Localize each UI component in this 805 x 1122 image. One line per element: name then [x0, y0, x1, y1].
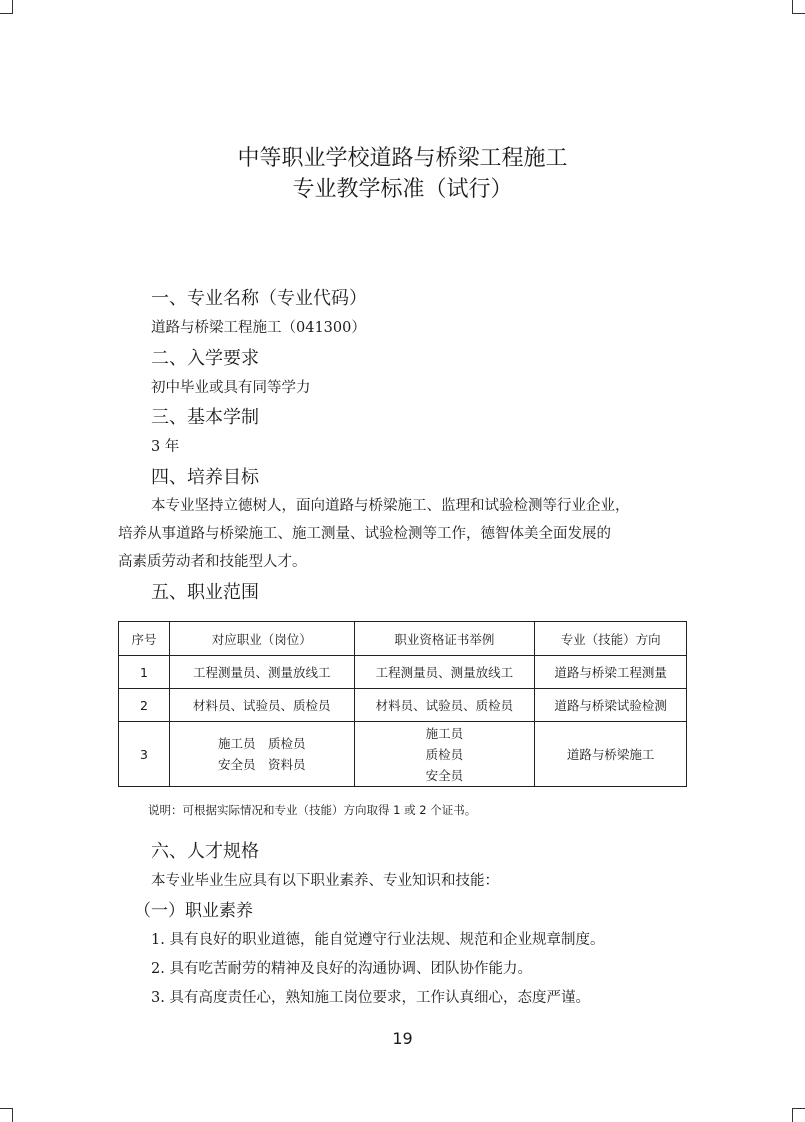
- crop-mark: [792, 13, 805, 14]
- crop-mark: [792, 1108, 793, 1122]
- duration-text: 3 年: [151, 439, 180, 455]
- quality-list-item: 2. 具有吃苦耐劳的精神及良好的沟通协调、团队协作能力。: [151, 961, 532, 977]
- objective-line: 高素质劳动者和技能型人才。: [118, 554, 307, 570]
- crop-mark: [0, 1108, 13, 1109]
- certificate-line: 安全员: [425, 767, 464, 783]
- sub-heading-professional-quality: （一）职业素养: [134, 901, 253, 921]
- job-line: 施工员 质检员: [217, 736, 306, 751]
- certificate-cell: 工程测量员、测量放线工: [354, 656, 535, 689]
- section-heading-talent-spec: 六、人才规格: [151, 841, 259, 862]
- page-number: 19: [392, 1029, 413, 1048]
- certificate-line: 质检员: [425, 746, 464, 762]
- quality-list-item: 1. 具有良好的职业道德，能自觉遵守行业法规、规范和企业规章制度。: [151, 932, 605, 948]
- certificate-cell: 材料员、试验员、质检员: [354, 689, 535, 722]
- crop-mark: [0, 13, 13, 14]
- objective-paragraph: [118, 492, 688, 576]
- job-cell: 工程测量员、测量放线工: [169, 656, 354, 689]
- section-heading-career-scope: 五、职业范围: [151, 582, 259, 603]
- major-name-text: 道路与桥梁工程施工（041300）: [151, 320, 366, 336]
- section-heading-objective: 四、培养目标: [151, 467, 259, 488]
- section-heading-duration: 三、基本学制: [151, 407, 259, 428]
- table-note: 说明：可根据实际情况和专业（技能）方向取得 1 或 2 个证书。: [148, 803, 477, 817]
- crop-mark: [792, 0, 793, 14]
- career-scope-table: [118, 621, 687, 787]
- row-number-cell: 1: [119, 656, 170, 689]
- row-number-cell: 3: [119, 722, 170, 787]
- crop-mark: [12, 0, 13, 14]
- job-cell: [169, 722, 354, 787]
- certificate-line: 施工员: [425, 725, 464, 741]
- table-row: [119, 656, 687, 689]
- table-header-cell: 专业（技能）方向: [535, 622, 687, 656]
- talent-spec-intro: 本专业毕业生应具有以下职业素养、专业知识和技能：: [151, 873, 499, 889]
- crop-mark: [792, 1108, 805, 1109]
- page-title-line2: 专业教学标准（试行）: [292, 177, 513, 202]
- table-header-cell: 序号: [119, 622, 170, 656]
- table-row: [119, 689, 687, 722]
- table-header-cell: 对应职业（岗位）: [169, 622, 354, 656]
- direction-cell: 道路与桥梁工程测量: [535, 656, 687, 689]
- page-title-line1: 中等职业学校道路与桥梁工程施工: [237, 146, 568, 171]
- table-row: [119, 722, 687, 787]
- objective-line: 培养从事道路与桥梁施工、施工测量、试验检测等工作，德智体美全面发展的: [118, 526, 611, 542]
- job-cell: 材料员、试验员、质检员: [169, 689, 354, 722]
- table-header-cell: 职业资格证书举例: [354, 622, 535, 656]
- certificate-cell: [354, 722, 535, 787]
- table-header-row: [119, 622, 687, 656]
- job-line: 安全员 资料员: [217, 757, 306, 772]
- direction-cell: 道路与桥梁施工: [535, 722, 687, 787]
- crop-mark: [12, 1108, 13, 1122]
- section-heading-admission: 二、入学要求: [151, 348, 259, 369]
- section-heading-major-name: 一、专业名称（专业代码）: [151, 288, 367, 309]
- admission-text: 初中毕业或具有同等学力: [151, 380, 311, 396]
- direction-cell: 道路与桥梁试验检测: [535, 689, 687, 722]
- quality-list-item: 3. 具有高度责任心，熟知施工岗位要求，工作认真细心，态度严谨。: [151, 990, 590, 1006]
- objective-line: 本专业坚持立德树人，面向道路与桥梁施工、监理和试验检测等行业企业，: [151, 498, 630, 514]
- row-number-cell: 2: [119, 689, 170, 722]
